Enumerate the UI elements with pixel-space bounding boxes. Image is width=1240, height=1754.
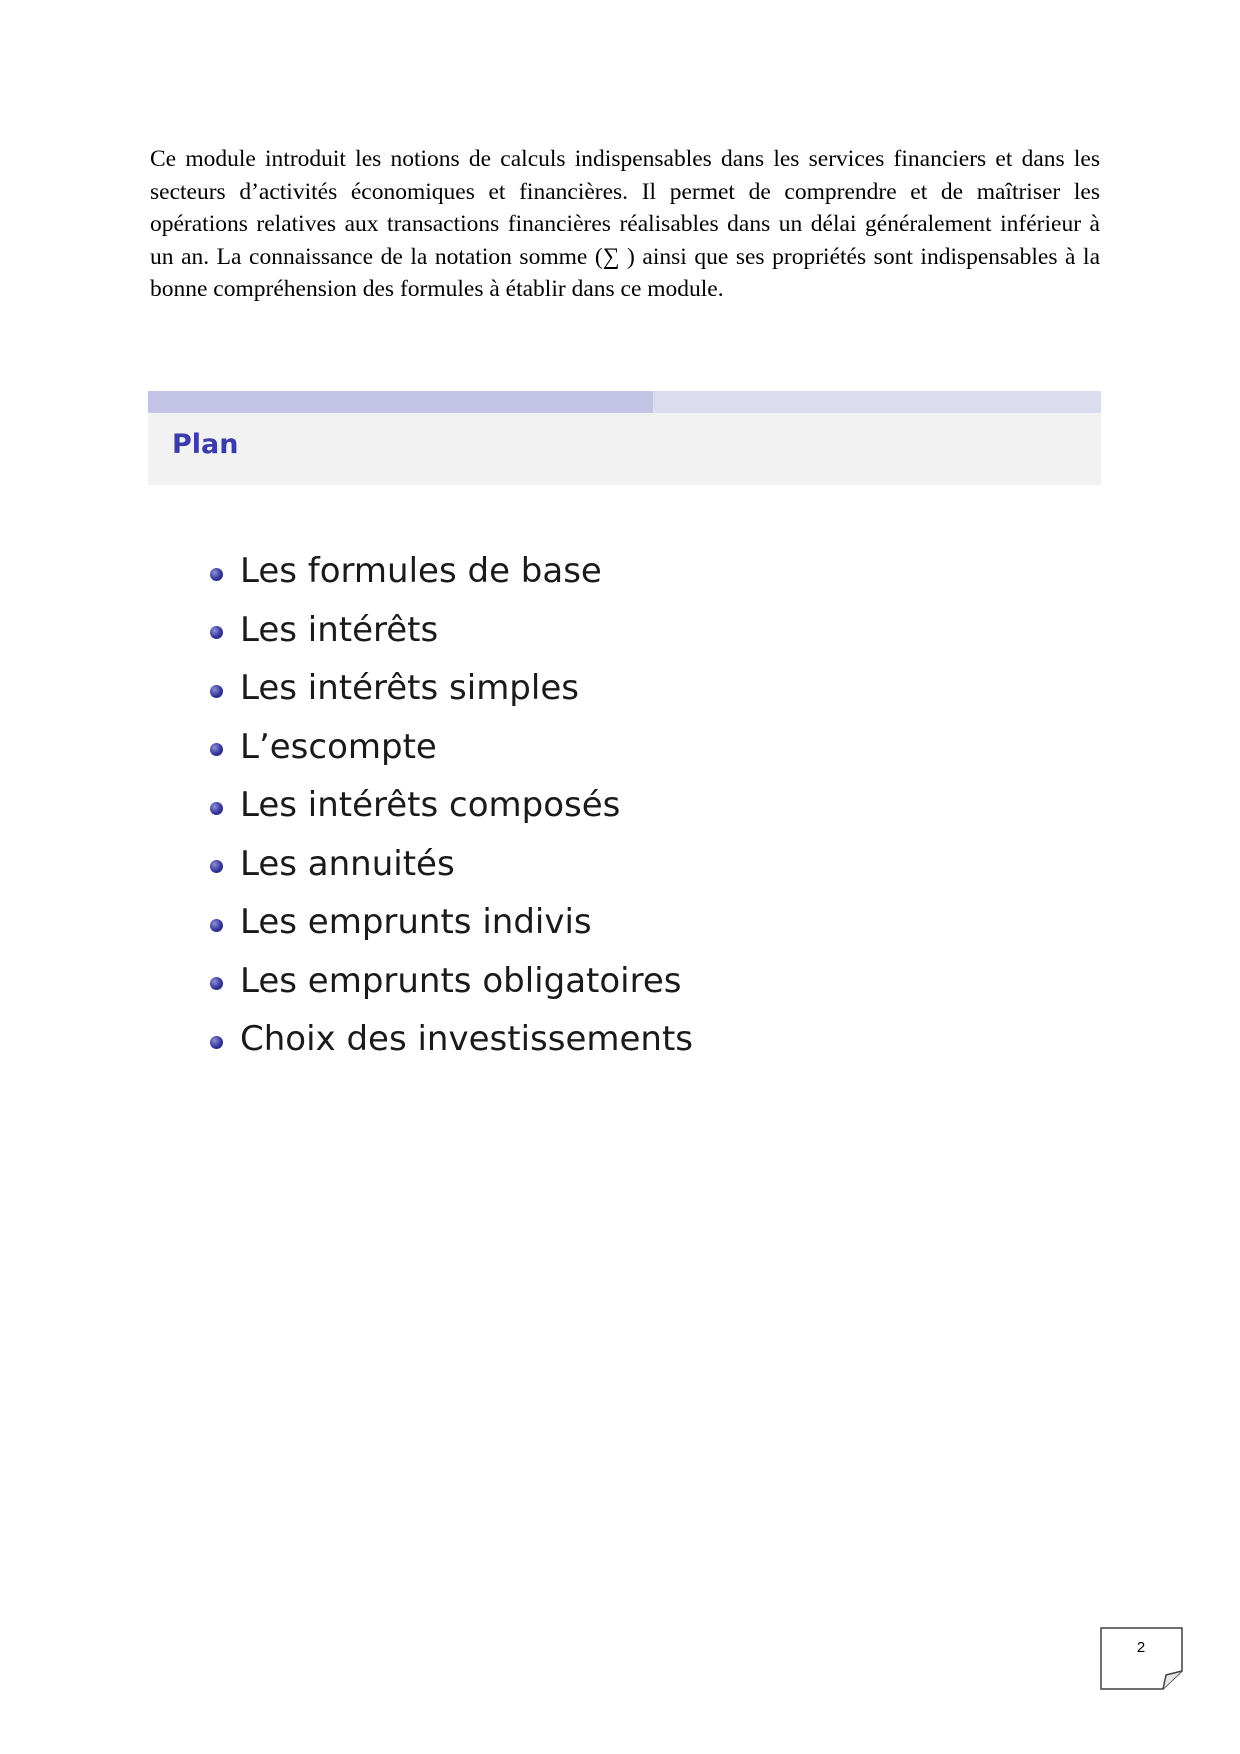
plan-item-label: Les intérêts composés — [240, 785, 621, 826]
bullet-icon — [210, 860, 223, 873]
plan-item-interets — [210, 601, 693, 660]
plan-list — [210, 542, 693, 1069]
bullet-icon — [210, 977, 223, 990]
plan-item-label: Les intérêts simples — [240, 668, 579, 709]
bullet-icon — [210, 626, 223, 639]
bullet-icon — [210, 802, 223, 815]
plan-header-bar-right — [653, 391, 1101, 413]
plan-item-label: Les intérêts — [240, 609, 439, 650]
plan-item-label: Les emprunts indivis — [240, 902, 592, 943]
plan-item-emprunts-obligatoires — [210, 952, 693, 1011]
intro-paragraph: Ce module introduit les notions de calculs indispensables dans les services financiers et dans les secteurs d’activités économiques et financières. Il permet de comprendre et de maîtriser les opérations relatives aux transactions financières réalisables dans un délai généralement inférieur à un an. La connaissance de la notation somme (∑ ) ainsi que ses propriétés sont indispensables à la bonne compréhension des formules à établir dans ce module. — [150, 146, 1100, 302]
plan-item-label: Les formules de base — [240, 551, 602, 592]
bullet-icon — [210, 743, 223, 756]
plan-item-annuites — [210, 835, 693, 894]
page-number: 2 — [1136, 1639, 1146, 1656]
plan-item-label: L’escompte — [240, 726, 437, 767]
plan-item-label: Choix des investissements — [240, 1019, 693, 1060]
folded-page-icon — [1100, 1627, 1184, 1691]
plan-frame — [148, 391, 1101, 485]
bullet-icon — [210, 919, 223, 932]
plan-item-label: Les annuités — [240, 843, 455, 884]
bullet-icon — [210, 1036, 223, 1049]
page-number-box — [1100, 1627, 1184, 1691]
bullet-icon — [210, 568, 223, 581]
plan-item-escompte — [210, 718, 693, 777]
plan-item-interets-simples — [210, 659, 693, 718]
plan-item-interets-composes — [210, 776, 693, 835]
plan-title: Plan — [172, 429, 239, 460]
plan-item-emprunts-indivis — [210, 893, 693, 952]
plan-title-box — [148, 413, 1101, 485]
plan-header-bar-left — [148, 391, 653, 413]
bullet-icon — [210, 685, 223, 698]
plan-item-label: Les emprunts obligatoires — [240, 960, 682, 1001]
plan-item-formules-de-base — [210, 542, 693, 601]
plan-item-choix-investissements — [210, 1010, 693, 1069]
